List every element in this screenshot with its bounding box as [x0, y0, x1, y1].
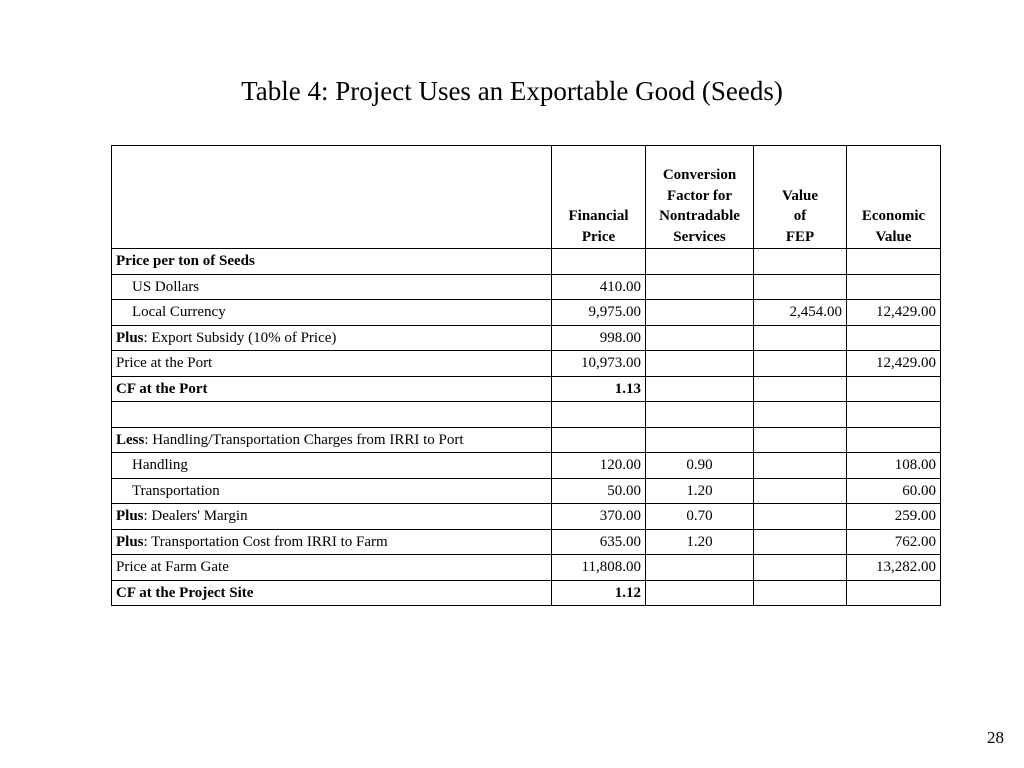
slide-title: Table 4: Project Uses an Exportable Good (Seeds) — [241, 76, 783, 106]
value-of-fep-cell — [754, 402, 847, 428]
table-row — [112, 529, 941, 555]
economic-value-cell — [847, 249, 941, 275]
table-row — [112, 376, 941, 402]
economic-value-cell: 259.00 — [847, 504, 941, 530]
table-row — [112, 300, 941, 326]
economic-value-cell: 13,282.00 — [847, 555, 941, 581]
value-of-fep-cell — [754, 274, 847, 300]
table-row — [112, 453, 941, 479]
table-row — [112, 402, 941, 428]
table-row — [112, 249, 941, 275]
page-number: 28 — [987, 728, 1004, 747]
conversion-factor-cell — [646, 351, 754, 377]
conversion-factor-cell — [646, 555, 754, 581]
economic-value-cell — [847, 427, 941, 453]
financial-price-cell: 370.00 — [552, 504, 646, 530]
conversion-factor-cell: 0.70 — [646, 504, 754, 530]
row-label: CF at the Project Site — [112, 580, 552, 606]
value-of-fep-cell: 2,454.00 — [754, 300, 847, 326]
value-of-fep-cell — [754, 555, 847, 581]
financial-price-cell — [552, 427, 646, 453]
economic-value-cell: 12,429.00 — [847, 351, 941, 377]
table-row — [112, 555, 941, 581]
value-of-fep-cell — [754, 249, 847, 275]
conversion-factor-cell — [646, 427, 754, 453]
value-of-fep-cell — [754, 325, 847, 351]
row-label: Plus: Dealers' Margin — [112, 504, 552, 530]
table-row — [112, 478, 941, 504]
value-of-fep-cell — [754, 427, 847, 453]
conversion-factor-cell: 0.90 — [646, 453, 754, 479]
value-of-fep-cell — [754, 376, 847, 402]
conversion-factor-cell — [646, 300, 754, 326]
financial-price-cell: 11,808.00 — [552, 555, 646, 581]
economic-value-cell — [847, 325, 941, 351]
economic-value-cell — [847, 402, 941, 428]
table-row — [112, 580, 941, 606]
row-label: US Dollars — [112, 274, 552, 300]
financial-price-cell: 10,973.00 — [552, 351, 646, 377]
row-label: Price at Farm Gate — [112, 555, 552, 581]
value-of-fep-cell — [754, 453, 847, 479]
value-of-fep-cell — [754, 351, 847, 377]
economic-value-cell: 108.00 — [847, 453, 941, 479]
header-financial-price: Financial Price — [552, 146, 646, 249]
financial-price-cell: 1.12 — [552, 580, 646, 606]
economic-value-cell — [847, 580, 941, 606]
value-of-fep-cell — [754, 529, 847, 555]
conversion-factor-cell — [646, 325, 754, 351]
financial-price-cell: 1.13 — [552, 376, 646, 402]
value-of-fep-cell — [754, 478, 847, 504]
row-label: Transportation — [112, 478, 552, 504]
row-label: Plus: Export Subsidy (10% of Price) — [112, 325, 552, 351]
conversion-factor-cell: 1.20 — [646, 529, 754, 555]
financial-price-cell: 635.00 — [552, 529, 646, 555]
table-row — [112, 351, 941, 377]
value-of-fep-cell — [754, 580, 847, 606]
financial-price-cell — [552, 249, 646, 275]
header-economic-value: Economic Value — [847, 146, 941, 249]
financial-price-cell — [552, 402, 646, 428]
table-row — [112, 427, 941, 453]
value-of-fep-cell — [754, 504, 847, 530]
conversion-factor-cell — [646, 274, 754, 300]
row-label: Handling — [112, 453, 552, 479]
conversion-factor-cell: 1.20 — [646, 478, 754, 504]
row-label: Less: Handling/Transportation Charges from IRRI to Port — [112, 427, 552, 453]
financial-price-cell: 120.00 — [552, 453, 646, 479]
row-label: Price at the Port — [112, 351, 552, 377]
economic-value-cell: 762.00 — [847, 529, 941, 555]
table-header-row — [112, 146, 941, 249]
conversion-factor-cell — [646, 580, 754, 606]
financial-price-cell: 998.00 — [552, 325, 646, 351]
row-label: Plus: Transportation Cost from IRRI to Farm — [112, 529, 552, 555]
table-row — [112, 325, 941, 351]
financial-price-cell: 410.00 — [552, 274, 646, 300]
table-row — [112, 504, 941, 530]
header-value-of-fep: Value of FEP — [754, 146, 847, 249]
economic-value-cell: 60.00 — [847, 478, 941, 504]
table-row — [112, 274, 941, 300]
economic-value-cell — [847, 376, 941, 402]
row-label — [112, 402, 552, 428]
row-label: Price per ton of Seeds — [112, 249, 552, 275]
financial-price-cell: 9,975.00 — [552, 300, 646, 326]
row-label: CF at the Port — [112, 376, 552, 402]
conversion-factor-cell — [646, 249, 754, 275]
conversion-factor-cell — [646, 376, 754, 402]
header-label-column — [112, 146, 552, 249]
financial-price-cell: 50.00 — [552, 478, 646, 504]
row-label: Local Currency — [112, 300, 552, 326]
economic-value-cell: 12,429.00 — [847, 300, 941, 326]
conversion-factor-cell — [646, 402, 754, 428]
seeds-table — [111, 145, 941, 606]
economic-value-cell — [847, 274, 941, 300]
header-conversion-factor: Conversion Factor for Nontradable Services — [646, 146, 754, 249]
